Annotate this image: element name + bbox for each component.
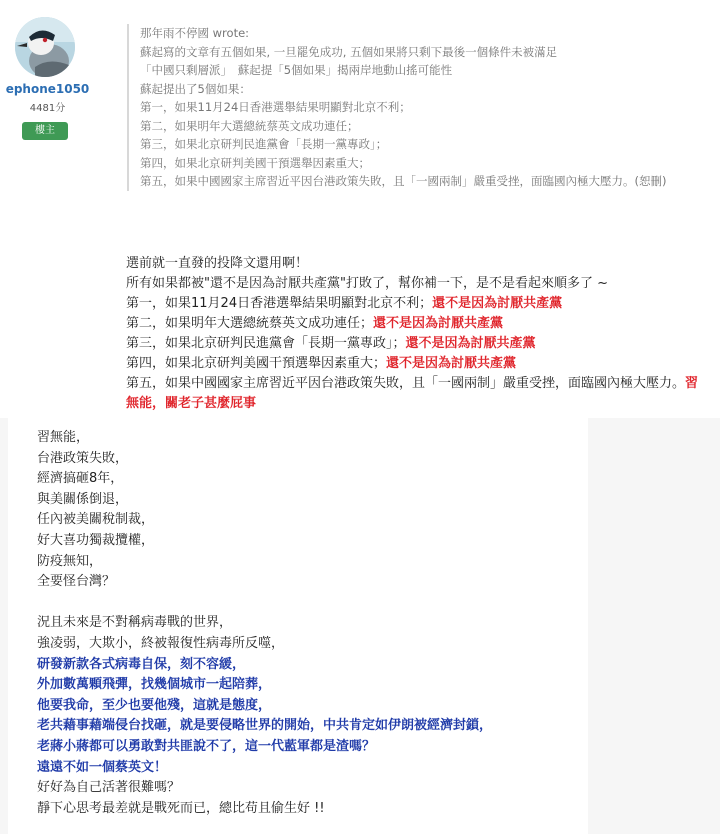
reply-red-text: 習無能，關老子甚麼屁事: [126, 376, 699, 411]
quote-line: 第一，如果11月24日香港選舉結果明顯對北京不利；: [140, 100, 411, 114]
poem-line: 況且未來是不對稱病毒戰的世界，: [37, 615, 233, 631]
poem-content: [37, 428, 582, 819]
poem-blank-line: [37, 593, 582, 614]
poem-line-highlight: 老蔣小蔣都可以勇敢對共匪說不了，這一代藍軍都是渣嗎？: [37, 738, 376, 754]
reply-line: [126, 254, 706, 274]
bird-avatar-icon: [15, 17, 75, 77]
reply-text: 第一，如果11月24日香港選舉結果明顯對北京不利；: [126, 296, 433, 311]
reply-line: [126, 294, 706, 314]
poem-line: 經濟搞砸8年，: [37, 471, 124, 487]
poem-line: 靜下心思考最差就是戰死而已，總比苟且偷生好 !!: [37, 800, 325, 816]
poem-line: 好好為自己活著很難嗎？: [37, 780, 181, 796]
quote-line: 蘇起提出了5個如果：: [140, 81, 251, 96]
reply-line: [126, 334, 706, 354]
reply-content: [126, 254, 706, 414]
reply-line: [126, 314, 706, 334]
poem-line: 防疫無知，: [37, 553, 103, 569]
username[interactable]: ephone1050: [5, 82, 90, 96]
reply-text: 第三，如果北京研判民進黨會「長期一黨專政」；: [126, 336, 406, 351]
poem-line: 全要怪台灣？: [37, 574, 116, 590]
reply-text: 所有如果都被"還不是因為討厭共產黨"打敗了，幫你補一下，是不是看起來順多了 ~: [126, 276, 608, 291]
poem-line-highlight: 遠遠不如一個蔡英文！: [37, 759, 168, 775]
quote-header: 那年雨不停國 wrote:: [140, 26, 250, 40]
reply-line: [126, 274, 706, 294]
poem-line-highlight: 他要我命，至少也要他殘，這就是態度，: [37, 697, 272, 713]
quote-line: 第三，如果北京研判民進黨會「長期一黨專政」；: [140, 137, 388, 151]
reply-text: 第二，如果明年大選總統蔡英文成功連任；: [126, 316, 374, 331]
reply-text: 第四，如果北京研判美國干預選舉因素重大；: [126, 356, 387, 371]
post-bottom-section: [8, 418, 588, 834]
op-badge: 樓主: [22, 122, 68, 140]
poem-line: 與美關係倒退，: [37, 491, 129, 507]
reply-red-text: 還不是因為討厭共產黨: [386, 356, 517, 371]
poem-line: 強凌弱，大欺小，終被報復性病毒所反噬，: [37, 635, 285, 651]
poem-line: 台港政策失敗，: [37, 450, 129, 466]
reply-red-text: 還不是因為討厭共產黨: [405, 336, 536, 351]
poem-line-highlight: 研發新款各式病毒自保，刻不容緩，: [37, 656, 246, 672]
poem-line-highlight: 老共藉事藉端侵台找砸，就是要侵略世界的開始，中共肯定如伊朗被經濟封鎖，: [37, 718, 493, 734]
quote-line: 第二，如果明年大選總統蔡英文成功連任；: [140, 118, 359, 133]
quote-block: [127, 24, 720, 191]
reply-red-text: 還不是因為討厭共產黨: [373, 316, 504, 331]
poem-line: 任內被美關稅制裁，: [37, 512, 155, 528]
reply-text: 選前就一直發的投降文還用啊！: [126, 256, 309, 271]
quote-line: 第五，如果中國國家主席習近平因台港政策失敗，且「一國兩制」嚴重受挫，面臨國內極大壓力。(恕刪): [140, 174, 667, 188]
poem-line: 好大喜功獨裁攬權，: [37, 532, 155, 548]
poem-line-highlight: 外加數萬顆飛彈，找幾個城市一起陪葬，: [37, 677, 272, 693]
reply-line: [126, 354, 706, 374]
quote-line: 第四，如果北京研判美國干預選舉因素重大；: [140, 155, 370, 170]
reply-line: [126, 374, 706, 414]
user-points: 4481分: [29, 103, 66, 114]
poem-line: 習無能，: [37, 430, 90, 445]
quote-line: 「中國只剩層派」 蘇起提「5個如果」揭兩岸地動山搖可能性: [140, 63, 453, 77]
user-avatar[interactable]: [15, 17, 75, 77]
reply-text: 第五，如果中國國家主席習近平因台港政策失敗，且「一國兩制」嚴重受挫，面臨國內極大壓力。: [126, 376, 686, 391]
reply-red-text: 還不是因為討厭共產黨: [432, 296, 563, 311]
quote-line: 蘇起寫的文章有五個如果, 一旦罷免成功, 五個如果將只剩下最後一個條件未被滿足: [140, 44, 558, 59]
